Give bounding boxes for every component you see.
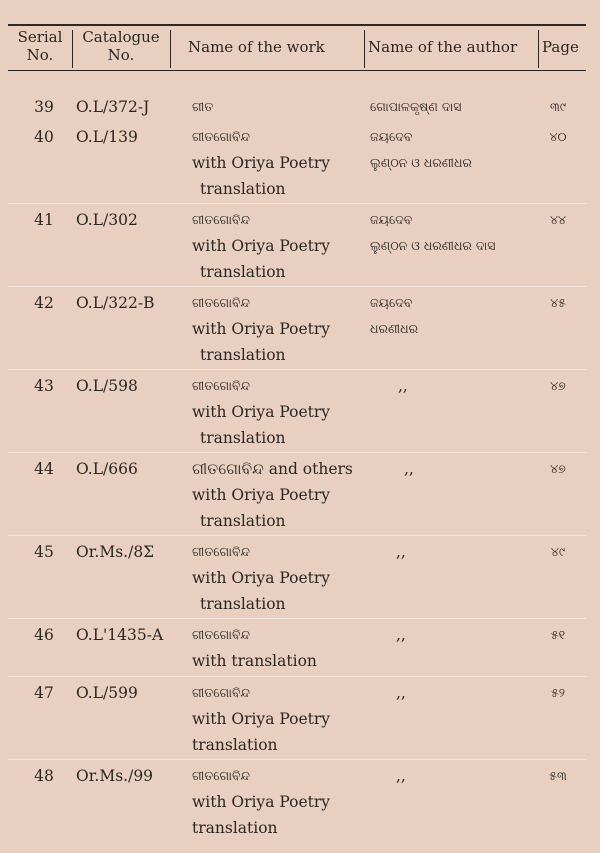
row-divider [8, 369, 586, 370]
header-divider [72, 30, 73, 68]
work-line: with Oriya Poetry [192, 237, 331, 255]
header-divider [170, 30, 171, 68]
table-row [0, 456, 600, 536]
work-description [192, 207, 330, 285]
serial-number: 47 [34, 684, 54, 702]
work-description [192, 622, 317, 674]
header-work: Name of the work [188, 38, 325, 56]
serial-number: 39 [34, 98, 54, 116]
work-line: with Oriya Poetry [192, 403, 331, 421]
catalogue-number: O.L/372-J [76, 98, 150, 116]
header-catalogue [76, 28, 166, 64]
table-row [0, 373, 600, 453]
header-serial-line2: No. [26, 46, 54, 64]
work-title: ଗୀତଗୋବିନ୍ଦ [192, 129, 250, 144]
header-serial [10, 28, 70, 64]
page-number: ୫୨ [550, 685, 566, 700]
author-ditto: ,, [398, 377, 408, 395]
row-divider [8, 618, 586, 619]
table-row [0, 290, 600, 370]
table-row [0, 207, 600, 287]
work-line: with Oriya Poetry [192, 154, 331, 172]
work-line: translation [200, 595, 286, 613]
work-line: with Oriya Poetry [192, 793, 331, 811]
catalogue-number: O.L/666 [76, 460, 138, 478]
author-name: ଗୋପାଳକୃଷ୍ଣ ଦାସ [370, 99, 462, 114]
work-title: ଗୀତଗୋବିନ୍ଦ [192, 212, 250, 227]
header-divider [538, 30, 539, 68]
author-names [370, 124, 472, 176]
serial-number: 44 [34, 460, 54, 478]
catalogue-number: O.L/599 [76, 684, 138, 702]
work-line: with translation [192, 652, 317, 670]
work-title: ଗୀତଗୋବିନ୍ଦ and others [192, 460, 353, 478]
work-line: translation [200, 429, 286, 447]
work-title: ଗୀତଗୋବିନ୍ଦ [192, 768, 250, 783]
author-name: ଲୁଣ୍ଠନ ଓ ଧରଣୀଧର [370, 155, 472, 170]
row-divider [8, 203, 586, 204]
page-number: ୪୭ [550, 378, 566, 393]
page-number: ୫୧ [550, 627, 566, 642]
author-ditto: ,, [404, 460, 414, 478]
author-name: ଜୟଦେବ [370, 212, 413, 227]
catalogue-number: O.L/302 [76, 211, 138, 229]
header-divider [364, 30, 365, 68]
serial-number: 40 [34, 128, 54, 146]
author-ditto: ,, [396, 626, 406, 644]
table-row [0, 680, 600, 760]
work-description [192, 456, 353, 534]
work-description [192, 680, 330, 758]
serial-number: 46 [34, 626, 54, 644]
work-line: translation [200, 180, 286, 198]
table-row [0, 763, 600, 843]
work-title: ଗୀତ [192, 99, 214, 114]
work-line: with Oriya Poetry [192, 486, 331, 504]
work-title: ଗୀତଗୋବିନ୍ଦ [192, 544, 250, 559]
table-row [0, 539, 600, 619]
work-title: ଗୀତଗୋବିନ୍ଦ [192, 627, 250, 642]
work-title: ଗୀତଗୋବିନ୍ଦ [192, 685, 250, 700]
page-number: ୪୭ [550, 461, 566, 476]
work-line: translation [192, 736, 278, 754]
serial-number: 48 [34, 767, 54, 785]
table-row [0, 94, 600, 124]
serial-number: 45 [34, 543, 54, 561]
author-ditto: ,, [396, 684, 406, 702]
table-row [0, 124, 600, 204]
catalogue-number: Or.Ms./99 [76, 767, 154, 785]
row-divider [8, 676, 586, 677]
work-title: ଗୀତଗୋବିନ୍ଦ [192, 378, 250, 393]
page-number: ୪୦ [549, 129, 567, 144]
work-line: translation [200, 512, 286, 530]
work-description [192, 290, 330, 368]
page-number: ୩୯ [549, 99, 567, 114]
row-divider [8, 286, 586, 287]
header-page: Page [542, 38, 579, 56]
author-names [370, 290, 418, 342]
work-line: translation [200, 263, 286, 281]
work-title: ଗୀତଗୋବିନ୍ଦ [192, 295, 250, 310]
work-line: with Oriya Poetry [192, 569, 331, 587]
serial-number: 43 [34, 377, 54, 395]
header-catalogue-line2: No. [107, 46, 135, 64]
header-author: Name of the author [368, 38, 518, 56]
catalogue-number: O.L'1435-A [76, 626, 164, 644]
author-ditto: ,, [396, 543, 406, 561]
serial-number: 41 [34, 211, 54, 229]
catalogue-number: O.L/598 [76, 377, 138, 395]
row-divider [8, 452, 586, 453]
catalogue-number: O.L/139 [76, 128, 138, 146]
author-name: ଜୟଦେବ [370, 129, 413, 144]
work-line: with Oriya Poetry [192, 710, 331, 728]
page-number: ୪୯ [550, 544, 566, 559]
table-row [0, 622, 600, 677]
work-line: translation [192, 819, 278, 837]
author-ditto: ,, [396, 767, 406, 785]
author-name: ଲୁଣ୍ଠନ ଓ ଧରଣୀଧର ଦାସ [370, 238, 496, 253]
author-name: ଜୟଦେବ [370, 295, 413, 310]
catalogue-number: Or.Ms./8Σ [76, 543, 155, 561]
row-divider [8, 535, 586, 536]
work-line: with Oriya Poetry [192, 320, 331, 338]
header-top-rule [8, 24, 586, 26]
work-line: translation [200, 346, 286, 364]
row-divider [8, 759, 586, 760]
author-names [370, 207, 495, 259]
work-description [192, 373, 330, 451]
header-serial-line1: Serial [17, 28, 63, 46]
catalogue-number: O.L/322-B [76, 294, 155, 312]
page-number: ୪୪ [549, 212, 567, 227]
serial-number: 42 [34, 294, 54, 312]
work-description [192, 539, 330, 617]
page-number: ୪୫ [550, 295, 566, 310]
page-number: ୫୩ [549, 768, 567, 783]
header-bottom-rule [8, 70, 586, 71]
work-description [192, 124, 330, 202]
header-catalogue-line1: Catalogue [82, 28, 160, 46]
author-name: ଧରଣୀଧର [370, 321, 419, 336]
work-description [192, 763, 330, 841]
